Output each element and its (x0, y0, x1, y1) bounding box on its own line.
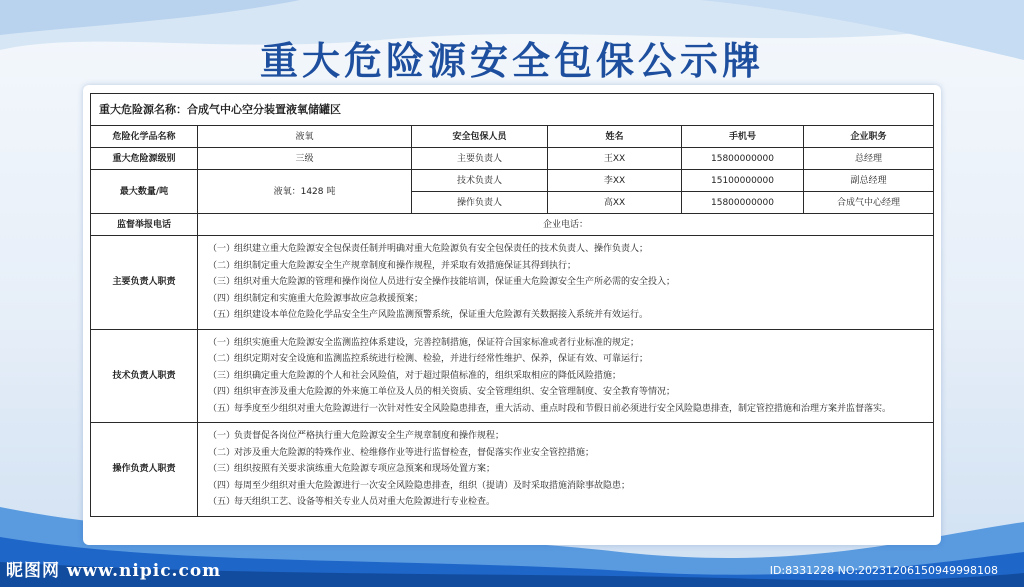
safety-personnel-header: 安全包保人员 (412, 126, 548, 148)
duty-item (208, 428, 923, 445)
duty-text: 每周至少组织对重大危险源进行一次安全风险隐患排查，组织（提请）及时采取措施消除事故隐患； (234, 480, 631, 491)
id-watermark: ID:8331228 NO:20231206150949998108 (769, 564, 998, 577)
report-value: 企业电话： (198, 214, 934, 236)
duty-item (208, 274, 923, 291)
duty-num: （三） (208, 277, 236, 287)
level-label: 重大危险源级别 (91, 148, 198, 170)
source-name-label: 重大危险源名称： (99, 102, 187, 116)
source-name-value: 合成气中心空分装置液氧储罐区 (187, 102, 341, 116)
hazard-table (90, 93, 934, 517)
duty-num: （一） (208, 244, 236, 254)
phone-header: 手机号 (682, 126, 804, 148)
duty-text: 对涉及重大危险源的特殊作业、检维修作业等进行监督检查，督促落实作业安全管控措施； (234, 447, 595, 458)
personnel-phone: 15800000000 (682, 192, 804, 214)
source-name-cell (91, 94, 934, 126)
duty-text: 组织制定重大危险源安全生产规章制度和操作规程，并采取有效措施保证其得到执行； (234, 260, 577, 271)
position-header: 企业职务 (804, 126, 934, 148)
duty-row-operation (91, 423, 934, 517)
level-value: 三级 (198, 148, 412, 170)
duty-num: （三） (208, 464, 236, 474)
duty-text: 每季度至少组织对重大危险源进行一次针对性安全风险隐患排查，重大活动、重点时段和节假日前必须进行安全风险隐患排查，制定管控措施和治理方案并监督落实。 (234, 403, 892, 414)
duty-num: （一） (208, 431, 236, 441)
duty-num: （三） (208, 370, 236, 381)
duty-item (208, 445, 923, 462)
duty-num: （一） (208, 337, 236, 348)
duty-text: 组织建立重大危险源安全包保责任制并明确对重大危险源负有安全包保责任的技术负责人、操作负责人； (234, 244, 649, 254)
personnel-role: 操作负责人 (412, 192, 548, 214)
personnel-position: 合成气中心经理 (804, 192, 934, 214)
duty-item (208, 291, 923, 308)
duty-text: 组织按照有关要求演练重大危险源专项应急预案和现场处置方案； (234, 464, 496, 474)
quantity-label: 最大数量/吨 (91, 170, 198, 214)
duty-num: （二） (208, 447, 236, 458)
duty-num: （四） (208, 293, 236, 304)
duty-item (208, 478, 923, 495)
chemical-name-value: 液氧 (198, 126, 412, 148)
source-name-row (91, 94, 934, 126)
duty-item (208, 461, 923, 478)
duty-text: 负责督促各岗位严格执行重大危险源安全生产规章制度和操作规程； (234, 431, 505, 441)
duty-row-technical (91, 329, 934, 423)
duty-text: 组织对重大危险源的管理和操作岗位人员进行安全操作技能培训，保证重大危险源安全生产所必需的安全投入； (234, 277, 676, 287)
duty-list (198, 236, 934, 330)
duty-num: （五） (208, 497, 236, 507)
duty-item (208, 494, 923, 511)
table-row (91, 170, 934, 192)
personnel-role: 技术负责人 (412, 170, 548, 192)
quantity-value: 液氧：1428 吨 (198, 170, 412, 214)
duty-text: 组织制定和实施重大危险源事故应急救援预案； (234, 293, 424, 304)
duty-list (198, 329, 934, 423)
duty-text: 组织确定重大危险源的个人和社会风险值，对于超过限值标准的，组织采取相应的降低风险措施； (234, 370, 622, 381)
chemical-name-header: 危险化学品名称 (91, 126, 198, 148)
duty-num: （四） (208, 387, 236, 397)
duty-item (208, 384, 923, 401)
personnel-name: 李XX (548, 170, 682, 192)
duty-list (198, 423, 934, 517)
duty-text: 组织建设本单位危险化学品安全生产风险监测预警系统，保证重大危险源有关数据接入系统并有效运行。 (234, 310, 649, 320)
duty-item (208, 335, 923, 352)
site-watermark: 昵图网 www.nipic.com (6, 561, 222, 581)
personnel-position: 总经理 (804, 148, 934, 170)
duty-item (208, 351, 923, 368)
table-row (91, 214, 934, 236)
table-row (91, 148, 934, 170)
personnel-phone: 15100000000 (682, 170, 804, 192)
duty-row-main (91, 236, 934, 330)
duty-text: 组织审查涉及重大危险源的外来施工单位及人员的相关资质、安全管理组织、安全管理制度、安全教育等情况； (234, 387, 676, 397)
page-title: 重大危险源安全包保公示牌 (259, 39, 764, 83)
duty-item (208, 368, 923, 385)
duty-item (208, 401, 923, 418)
duty-num: （二） (208, 354, 236, 364)
duty-label: 技术负责人职责 (91, 329, 198, 423)
duty-label: 操作负责人职责 (91, 423, 198, 517)
personnel-position: 副总经理 (804, 170, 934, 192)
duty-num: （四） (208, 480, 236, 491)
duty-text: 每天组织工艺、设备等相关专业人员对重大危险源进行专业检查。 (234, 497, 496, 507)
duty-item (208, 258, 923, 275)
duty-item (208, 307, 923, 324)
duty-item (208, 241, 923, 258)
duty-text: 组织定期对安全设施和监测监控系统进行检测、检验，并进行经常性维护、保养，保证有效、可靠运行； (234, 354, 649, 364)
duty-text: 组织实施重大危险源安全监测监控体系建设，完善控制措施，保证符合国家标准或者行业标准的规定； (234, 337, 640, 348)
report-label: 监督举报电话 (91, 214, 198, 236)
personnel-name: 高XX (548, 192, 682, 214)
table-row (91, 126, 934, 148)
info-board (83, 85, 941, 545)
duty-num: （五） (208, 310, 236, 320)
personnel-name: 王XX (548, 148, 682, 170)
name-header: 姓名 (548, 126, 682, 148)
personnel-role: 主要负责人 (412, 148, 548, 170)
personnel-phone: 15800000000 (682, 148, 804, 170)
duty-num: （五） (208, 403, 236, 414)
duty-num: （二） (208, 260, 236, 271)
duty-label: 主要负责人职责 (91, 236, 198, 330)
